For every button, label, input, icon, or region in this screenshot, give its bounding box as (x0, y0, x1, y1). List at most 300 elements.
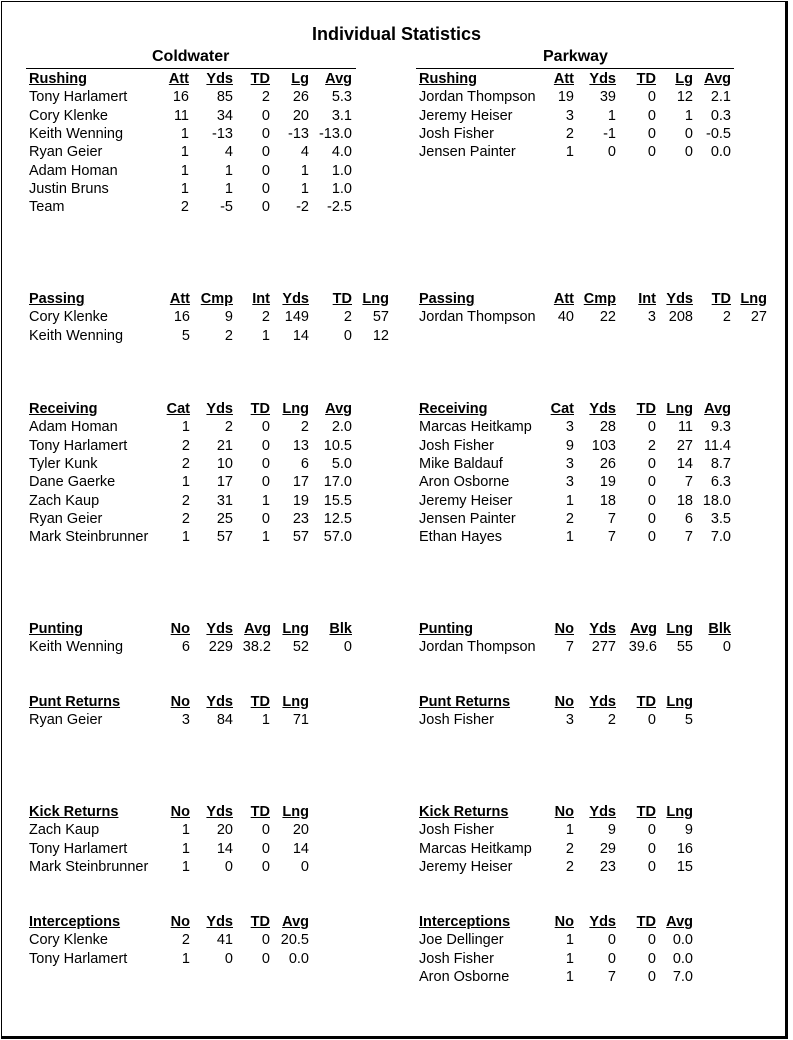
player-name: Zach Kaup (29, 822, 100, 839)
section-title: Interceptions (29, 914, 121, 930)
player-name: Jeremy Heiser (419, 107, 513, 124)
stat-cell: 3 (647, 309, 656, 326)
stat-cell: 0 (647, 125, 656, 142)
column-header: Avg (704, 401, 731, 417)
player-name: Jordan Thompson (419, 639, 536, 656)
stat-cell: 14 (216, 840, 233, 857)
stat-cell: -13 (288, 125, 309, 142)
column-header: Yds (589, 804, 616, 820)
stat-cell: 39.6 (628, 639, 657, 656)
stat-cell: 16 (172, 89, 189, 106)
player-name: Josh Fisher (419, 712, 494, 729)
stat-cell: 6.3 (710, 474, 731, 491)
column-header: Yds (206, 401, 233, 417)
section-title: Receiving (29, 401, 98, 417)
stat-cell: 57 (216, 529, 233, 546)
stat-cell: 0 (261, 932, 270, 949)
stat-cell: 1 (180, 144, 189, 161)
table-row (0, 327, 793, 345)
stat-cell: 52 (292, 639, 309, 656)
stat-cell: 2 (565, 510, 574, 527)
table-row (0, 88, 793, 106)
stat-cell: 16 (676, 840, 693, 857)
table-row (0, 418, 793, 436)
column-header: TD (636, 804, 656, 820)
stat-cell: 3.1 (331, 107, 352, 124)
table-row (0, 107, 793, 125)
stat-cell: 31 (216, 492, 233, 509)
stat-cell: 41 (216, 932, 233, 949)
stat-cell: 1 (261, 712, 270, 729)
stat-cell: 1 (300, 162, 309, 179)
stat-cell: 3 (181, 712, 190, 729)
player-name: Marcas Heitkamp (419, 840, 532, 857)
stat-cell: 28 (599, 419, 616, 436)
stat-cell: 13 (292, 437, 309, 454)
stat-cell: -0.5 (706, 125, 731, 142)
stat-cell: 2 (261, 89, 270, 106)
stat-cell: 0 (261, 840, 270, 857)
stat-cell: 2 (565, 125, 574, 142)
stat-cell: 277 (591, 639, 616, 656)
table-row (0, 162, 793, 180)
stat-cell: 0.3 (710, 107, 731, 124)
stat-cell: 2 (180, 199, 189, 216)
player-name: Aron Osborne (419, 968, 510, 985)
player-name: Josh Fisher (419, 437, 494, 454)
column-header: Yds (282, 291, 309, 307)
stat-cell: 85 (216, 89, 233, 106)
stat-cell: 2 (181, 455, 190, 472)
stat-cell: 1 (181, 419, 190, 436)
stat-cell: 0 (261, 455, 270, 472)
stat-cell: 14 (292, 840, 309, 857)
stat-cell: 2 (224, 327, 233, 344)
stat-cell: 0.0 (288, 950, 309, 967)
player-name: Ryan Geier (29, 144, 103, 161)
stat-cell: 1 (684, 107, 693, 124)
table-row (0, 198, 793, 216)
stat-cell: 2 (565, 840, 574, 857)
column-header: TD (636, 71, 656, 87)
column-header: Blk (329, 621, 352, 637)
stat-cell: 1 (181, 474, 190, 491)
stat-cell: 6 (300, 455, 309, 472)
column-header: TD (250, 914, 270, 930)
stat-cell: 0.0 (672, 932, 693, 949)
stat-cell: -13 (212, 125, 233, 142)
table-row (0, 125, 793, 143)
stat-cell: 0 (647, 822, 656, 839)
stat-cell: 20.5 (280, 932, 309, 949)
column-header: Yds (589, 621, 616, 637)
player-name: Jeremy Heiser (419, 492, 513, 509)
stat-cell: 1 (180, 125, 189, 142)
stat-cell: 57 (372, 309, 389, 326)
stat-cell: 5.0 (331, 455, 352, 472)
team-name-parkway: Parkway (543, 48, 608, 65)
stat-cell: 1.0 (331, 162, 352, 179)
section-title: Kick Returns (29, 804, 119, 820)
stat-cell: 0 (261, 107, 270, 124)
stat-cell: 25 (216, 510, 233, 527)
stat-cell: 0 (261, 162, 270, 179)
column-header: TD (332, 291, 352, 307)
stat-cell: 34 (216, 107, 233, 124)
stat-cell: 2 (181, 437, 190, 454)
column-header: Lng (282, 804, 309, 820)
stat-cell: 7 (684, 529, 693, 546)
stat-cell: -1 (603, 125, 616, 142)
column-header: Avg (704, 71, 731, 87)
stat-cell: 15 (676, 858, 693, 875)
stat-cell: 27 (676, 437, 693, 454)
column-header: Int (252, 291, 270, 307)
column-header: Lng (282, 621, 309, 637)
column-header: Cmp (200, 291, 233, 307)
table-header-row (0, 70, 793, 88)
stat-cell: 0 (607, 932, 616, 949)
stat-cell: 0 (647, 968, 656, 985)
player-name: Marcas Heitkamp (419, 419, 532, 436)
player-name: Adam Homan (29, 162, 118, 179)
table-row (0, 711, 793, 729)
column-header: Avg (282, 914, 309, 930)
table-row (0, 437, 793, 455)
stat-cell: 0 (261, 822, 270, 839)
column-header: No (170, 804, 190, 820)
stat-cell: 27 (750, 309, 767, 326)
stat-cell: 8.7 (710, 455, 731, 472)
column-header: No (170, 914, 190, 930)
stat-cell: 2 (565, 858, 574, 875)
stat-cell: 12 (676, 89, 693, 106)
table-header-row (0, 913, 793, 931)
player-name: Adam Homan (29, 419, 118, 436)
section-title: Kick Returns (419, 804, 509, 820)
stat-cell: 1 (565, 529, 574, 546)
stat-cell: 0 (647, 107, 656, 124)
stat-cell: 0 (684, 144, 693, 161)
stat-cell: 10 (216, 455, 233, 472)
column-header: Att (553, 291, 574, 307)
stat-cell: 23 (292, 510, 309, 527)
table-row (0, 858, 793, 876)
stat-cell: 15.5 (323, 492, 352, 509)
column-header: Avg (325, 71, 352, 87)
stat-cell: 2 (300, 419, 309, 436)
stat-cell: 5 (181, 327, 190, 344)
player-name: Tony Harlamert (29, 437, 128, 454)
table-header-row (0, 400, 793, 418)
column-header: Lng (282, 694, 309, 710)
column-header: Cat (550, 401, 574, 417)
stat-cell: 5.3 (331, 89, 352, 106)
column-header: TD (636, 914, 656, 930)
stat-cell: 71 (292, 712, 309, 729)
table-row (0, 308, 793, 326)
stat-cell: 16 (173, 309, 190, 326)
stat-cell: 12.5 (323, 510, 352, 527)
stat-cell: 11 (677, 419, 693, 436)
table-row (0, 931, 793, 949)
column-header: No (554, 621, 574, 637)
stat-cell: 20 (292, 107, 309, 124)
table-row (0, 473, 793, 491)
table-row (0, 968, 793, 986)
column-header: Blk (708, 621, 731, 637)
stat-cell: 1 (181, 858, 190, 875)
column-header: Int (638, 291, 656, 307)
stat-cell: 2 (224, 419, 233, 436)
stat-cell: 1 (181, 840, 190, 857)
stat-cell: 0 (343, 639, 352, 656)
stat-cell: 18.0 (702, 492, 731, 509)
player-name: Joe Dellinger (419, 932, 504, 949)
stat-cell: 0 (647, 492, 656, 509)
table-header-row (0, 290, 793, 308)
stat-cell: 55 (676, 639, 693, 656)
table-row (0, 492, 793, 510)
stat-cell: 0 (722, 639, 731, 656)
column-header: Yds (206, 804, 233, 820)
stat-cell: 39 (599, 89, 616, 106)
player-name: Dane Gaerke (29, 474, 116, 491)
player-name: Keith Wenning (29, 327, 124, 344)
player-name: Aron Osborne (419, 474, 510, 491)
stat-cell: -2 (296, 199, 309, 216)
player-name: Mike Baldauf (419, 455, 503, 472)
column-header: Lg (291, 71, 309, 87)
player-name: Josh Fisher (419, 822, 494, 839)
stat-cell: 0 (224, 950, 233, 967)
player-name: Josh Fisher (419, 950, 494, 967)
player-name: Keith Wenning (29, 639, 124, 656)
column-header: Lng (666, 694, 693, 710)
stat-cell: 3 (565, 419, 574, 436)
stat-cell: 0 (684, 125, 693, 142)
stat-cell: 2 (181, 492, 190, 509)
column-header: Lng (362, 291, 389, 307)
player-name: Tony Harlamert (29, 950, 128, 967)
stat-cell: 149 (284, 309, 309, 326)
stat-cell: 0 (647, 89, 656, 106)
column-header: Avg (244, 621, 271, 637)
player-name: Cory Klenke (29, 932, 108, 949)
stat-cell: 0 (647, 712, 656, 729)
stat-cell: 38.2 (242, 639, 271, 656)
stat-cell: 0 (261, 125, 270, 142)
stat-cell: 9 (565, 437, 574, 454)
stat-cell: 0 (261, 510, 270, 527)
column-header: Lng (740, 291, 767, 307)
player-name: Tony Harlamert (29, 89, 128, 106)
stat-cell: 18 (599, 492, 616, 509)
column-header: Yds (206, 694, 233, 710)
stat-cell: 2 (607, 712, 616, 729)
stat-cell: 0 (261, 180, 270, 197)
stat-cell: 23 (599, 858, 616, 875)
player-name: Tyler Kunk (29, 455, 98, 472)
column-header: Avg (325, 401, 352, 417)
stat-cell: 0 (647, 455, 656, 472)
column-header: No (170, 694, 190, 710)
section-title: Passing (29, 291, 85, 307)
team-divider-right (416, 68, 734, 69)
column-header: TD (250, 694, 270, 710)
stat-cell: 1 (565, 144, 574, 161)
player-name: Justin Bruns (29, 180, 109, 197)
player-name: Cory Klenke (29, 309, 108, 326)
column-header: Lng (666, 621, 693, 637)
stat-cell: 21 (216, 437, 233, 454)
stat-cell: 0 (261, 199, 270, 216)
column-header: No (170, 621, 190, 637)
column-header: TD (636, 694, 656, 710)
table-row (0, 950, 793, 968)
section-title: Rushing (419, 71, 477, 87)
stat-cell: 1 (565, 950, 574, 967)
column-header: Att (169, 291, 190, 307)
stat-cell: 12 (372, 327, 389, 344)
stat-cell: 3 (565, 455, 574, 472)
stat-cell: 1 (565, 968, 574, 985)
player-name: Cory Klenke (29, 107, 108, 124)
section-title: Punt Returns (419, 694, 511, 710)
stat-cell: 1 (565, 822, 574, 839)
stat-cell: 1 (180, 162, 189, 179)
stat-cell: 1 (224, 180, 233, 197)
player-name: Jensen Painter (419, 144, 516, 161)
stat-cell: -13.0 (318, 125, 352, 142)
player-name: Jeremy Heiser (419, 858, 513, 875)
column-header: TD (250, 71, 270, 87)
table-row (0, 638, 793, 656)
stat-cell: 20 (292, 822, 309, 839)
stat-cell: 1 (181, 822, 190, 839)
stat-cell: 1 (607, 107, 616, 124)
player-name: Mark Steinbrunner (29, 858, 149, 875)
stat-cell: 0 (607, 950, 616, 967)
column-header: TD (250, 401, 270, 417)
stat-cell: 1 (181, 950, 190, 967)
stat-cell: 2 (181, 510, 190, 527)
stat-cell: 0 (647, 932, 656, 949)
stat-cell: 0 (261, 858, 270, 875)
stat-cell: 22 (599, 309, 616, 326)
stat-cell: 2.1 (710, 89, 731, 106)
stat-cell: 2 (181, 932, 190, 949)
stat-cell: 0 (261, 419, 270, 436)
stat-cell: 11.4 (703, 437, 731, 454)
stat-cell: 7 (684, 474, 693, 491)
column-header: Avg (666, 914, 693, 930)
stat-cell: 26 (292, 89, 309, 106)
player-name: Ryan Geier (29, 510, 103, 527)
team-divider-left (26, 68, 356, 69)
column-header: Att (168, 71, 189, 87)
column-header: No (554, 914, 574, 930)
table-row (0, 528, 793, 546)
stat-cell: 0 (607, 144, 616, 161)
stat-cell: 2 (343, 309, 352, 326)
stat-cell: 0 (647, 858, 656, 875)
column-header: Yds (589, 71, 616, 87)
column-header: Yds (666, 291, 693, 307)
column-header: Avg (630, 621, 657, 637)
column-header: Yds (206, 71, 233, 87)
section-title: Punt Returns (29, 694, 121, 710)
stat-cell: 3.5 (710, 510, 731, 527)
stat-cell: 1 (261, 327, 270, 344)
stat-cell: 0 (300, 858, 309, 875)
stat-cell: 0.0 (710, 144, 731, 161)
stat-cell: 0 (261, 950, 270, 967)
column-header: Att (553, 71, 574, 87)
section-title: Interceptions (419, 914, 511, 930)
stat-cell: 84 (216, 712, 233, 729)
stat-cell: 5 (684, 712, 693, 729)
stat-cell: -2.5 (327, 199, 352, 216)
stat-cell: 103 (591, 437, 616, 454)
stat-cell: 19 (599, 474, 616, 491)
section-title: Passing (419, 291, 475, 307)
stat-cell: 14 (292, 327, 309, 344)
stat-cell: 7 (607, 510, 616, 527)
stat-cell: 7 (607, 968, 616, 985)
player-name: Josh Fisher (419, 125, 494, 142)
column-header: Lng (282, 401, 309, 417)
player-name: Jordan Thompson (419, 89, 536, 106)
stat-cell: 6 (684, 510, 693, 527)
stat-cell: 3 (565, 474, 574, 491)
stat-cell: 1 (181, 529, 190, 546)
stat-cell: 14 (676, 455, 693, 472)
stat-cell: 11 (173, 107, 189, 124)
stat-cell: 2 (722, 309, 731, 326)
table-header-row (0, 693, 793, 711)
stat-cell: 6 (181, 639, 190, 656)
player-name: Tony Harlamert (29, 840, 128, 857)
column-header: Lng (666, 401, 693, 417)
stat-cell: 17 (292, 474, 309, 491)
player-name: Zach Kaup (29, 492, 100, 509)
stat-cell: 0 (224, 858, 233, 875)
stat-cell: 9 (224, 309, 233, 326)
player-name: Mark Steinbrunner (29, 529, 149, 546)
column-header: Cat (166, 401, 190, 417)
stat-cell: 4 (224, 144, 233, 161)
column-header: Lg (675, 71, 693, 87)
column-header: No (554, 804, 574, 820)
stat-cell: 1 (565, 932, 574, 949)
player-name: Jensen Painter (419, 510, 516, 527)
stat-cell: 29 (599, 840, 616, 857)
stat-cell: 1 (261, 492, 270, 509)
player-name: Team (29, 199, 65, 216)
stat-cell: 57.0 (323, 529, 352, 546)
stat-cell: 19 (557, 89, 574, 106)
section-title: Receiving (419, 401, 488, 417)
stat-cell: 3 (565, 712, 574, 729)
column-header: TD (711, 291, 731, 307)
table-header-row (0, 803, 793, 821)
player-name: Jordan Thompson (419, 309, 536, 326)
stat-cell: 0.0 (672, 950, 693, 967)
column-header: TD (250, 804, 270, 820)
stat-cell: 0 (647, 510, 656, 527)
player-name: Ethan Hayes (419, 529, 503, 546)
